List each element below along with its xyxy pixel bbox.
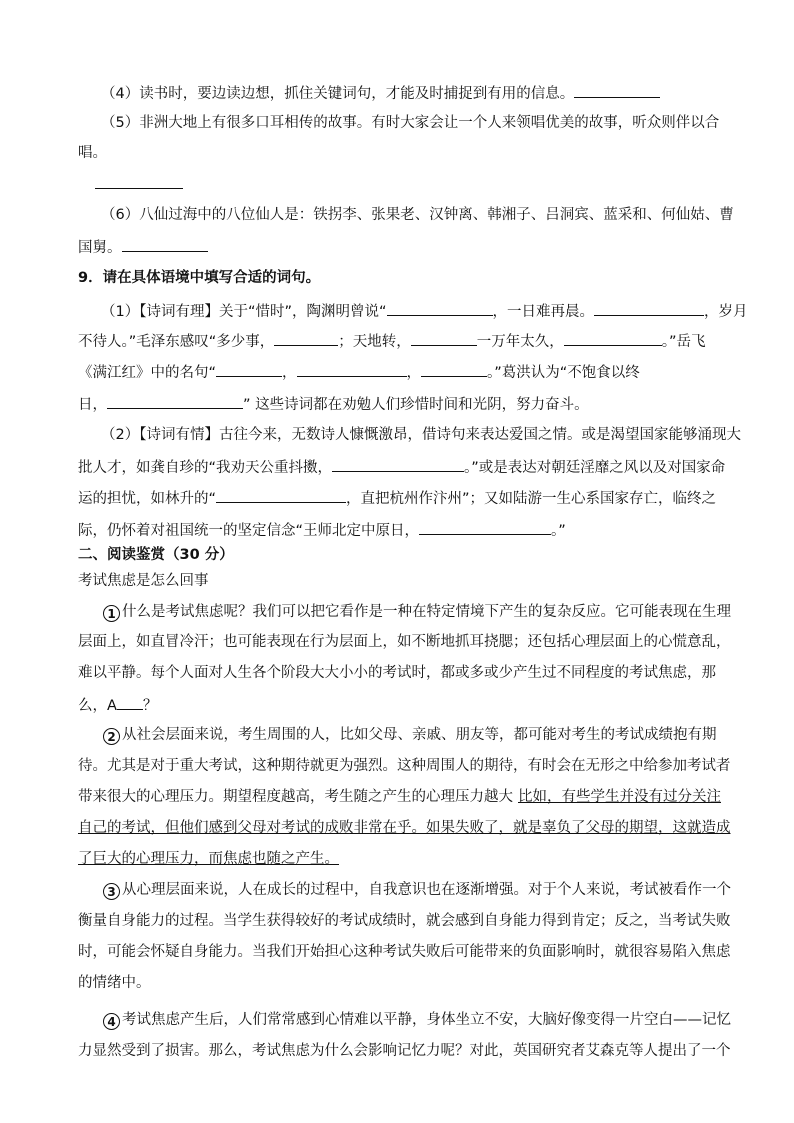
para1-line1 (103, 602, 731, 622)
para2-line1 (103, 725, 717, 745)
q9-p1-text: ” 这些诗词都在劝勉人们珍惜时间和光阴，努力奋斗。 (243, 397, 589, 413)
para4-line2: 力显然受到了损害。那么，考试焦虑为什么会影响记忆力呢？对此，英国研究者艾森克等人提出了一个 (78, 1043, 731, 1059)
q8-item4-text: （4）读书时，要边读边想，抓住关键词句，才能及时捕捉到有用的信息。 (101, 86, 575, 102)
para3-line3: 时，可能会怀疑自身能力。当我们开始担心这种考试失败后可能带来的负面影响时，就很容易陷入焦虑 (78, 944, 731, 960)
answer-blank[interactable] (122, 236, 208, 252)
q9-p1-text: ；天地转， (338, 334, 411, 350)
q8-item6-text: 国舅。 (78, 240, 122, 256)
para3-line2: 衡量自身能力的过程。当学生获得较好的考试成绩时，就会感到自身能力得到肯定；反之，当考试失败 (78, 913, 731, 929)
answer-blank[interactable] (274, 330, 338, 346)
para2-text: 从社会层面来说，考生周围的人，比如父母、亲戚、朋友等，都可能对考生的考试成绩抱有期 (122, 727, 717, 743)
q9-p1-text: ， (282, 365, 297, 381)
q8-item4 (101, 82, 660, 104)
paragraph-number: 1 (103, 605, 120, 622)
para4-text: 考试焦虑产生后，人们常常感到心情难以平静，身体坐立不安，大脑好像变得一片空白——记忆 (122, 1012, 731, 1028)
para1-line4 (78, 694, 157, 716)
q9-p2-text: 。”或是表达对朝廷淫靡之风以及对国家命 (464, 460, 726, 476)
q9-p1-text: （1）【诗词有理】关于“惜时”，陶渊明曾说“ (101, 304, 387, 320)
answer-blank[interactable] (421, 361, 487, 377)
q9-p1-line2 (78, 330, 706, 352)
answer-blank[interactable] (594, 300, 704, 316)
q9-p2-text: ，直把杭州作汴州”；又如陆游一生心系国家存亡，临终之 (346, 491, 717, 507)
q9-title: 9．请在具体语境中填写合适的词句。 (78, 270, 321, 286)
answer-blank[interactable] (564, 330, 662, 346)
q9-p1-text: 日， (78, 397, 107, 413)
q9-p1-text: 。”岳飞 (661, 334, 706, 350)
para4-line1 (103, 1010, 731, 1030)
q9-p1-text: 一万年太久， (476, 334, 564, 350)
para3-line4: 的情绪中。 (78, 975, 151, 991)
q8-item6-line1: （6）八仙过海中的八位仙人是：铁拐李、张果老、汉钟离、韩湘子、吕洞宾、蓝采和、何仙姑、曹 (101, 207, 734, 223)
answer-blank[interactable] (574, 82, 660, 98)
para1-line3: 难以平静。每个人面对人生各个阶段大大小小的考试时，都或多或少产生过不同程度的考试焦虑，那 (78, 665, 716, 681)
q8-item5-line2: 唱。 (78, 145, 107, 161)
answer-blank[interactable] (216, 487, 346, 503)
para2-line3 (78, 787, 721, 807)
q9-p1-line1 (101, 300, 748, 322)
q9-p1-line4 (78, 393, 589, 415)
q9-p2-text: 运的担忧，如林升的“ (78, 491, 217, 507)
paragraph-number: 2 (103, 728, 120, 745)
q9-p1-line3 (78, 361, 640, 383)
q9-p1-text: ，一日难再晨。 (492, 304, 595, 320)
paragraph-number: 4 (103, 1013, 120, 1030)
q9-p1-text: ，岁月 (704, 304, 748, 320)
para3-line1 (103, 880, 731, 900)
para2-line5: 了巨大的心理压力，而焦虑也随之产生。 (78, 851, 339, 867)
paragraph-number: 3 (103, 883, 120, 900)
underlined-sentence: 比如，有些学生并没有过分关注 (518, 789, 721, 805)
answer-blank[interactable] (411, 330, 477, 346)
q9-p2-text: 。” (551, 523, 566, 539)
para2-line2: 待。尤其是对于重大考试，这种期待就更为强烈。这种周围人的期待，有时会在无形之中给参加考试者 (78, 758, 731, 774)
para3-text: 从心理层面来说，人在成长的过程中，自我意识也在逐渐增强。对于个人来说，考试被看作一个 (122, 882, 731, 898)
para2-text: 带来很大的心理压力。期望程度越高，考生随之产生的心理压力越大 (78, 789, 513, 805)
q9-p2-line2 (78, 456, 725, 478)
answer-blank[interactable] (332, 456, 464, 472)
para1-text: 什么是考试焦虑呢？我们可以把它看作是一种在特定情境下产生的复杂反应。它可能表现在生理 (122, 604, 731, 620)
q8-item5-line1: （5）非洲大地上有很多口耳相传的故事。有时大家会让一个人来领唱优美的故事，听众则伴以合 (101, 115, 720, 131)
q8-item6-line2 (78, 236, 208, 258)
q9-p2-line4 (78, 519, 566, 541)
q9-p2-line1: （2）【诗词有情】古往今来，无数诗人慷慨激昂，借诗句来表达爱国之情。或是渴望国家能够涌现大 (101, 427, 741, 443)
section-heading: 二、阅读鉴赏（30 分） (78, 547, 234, 563)
answer-blank[interactable] (216, 361, 282, 377)
q9-p1-text: 。”葛洪认为“不饱食以终 (487, 365, 640, 381)
answer-blank[interactable] (387, 300, 493, 316)
answer-blank[interactable] (95, 188, 183, 189)
para2-line4: 自己的考试，但他们感到父母对考试的成败非常在乎。如果失败了，就是辜负了父母的期望，这就造成 (78, 820, 731, 836)
q9-p1-text: 《满江红》中的名句“ (78, 365, 217, 381)
answer-blank-a[interactable] (117, 694, 143, 710)
answer-blank[interactable] (419, 519, 551, 535)
q9-p2-line3 (78, 487, 716, 509)
para1-text: ？ (142, 698, 158, 714)
para1-text: 么，A (78, 698, 117, 714)
para1-line2: 层面上，如直冒冷汗；也可能表现在行为层面上，如不断地抓耳挠腮；还包括心理层面上的心慌意乱， (78, 634, 731, 650)
q9-p2-text: 批人才，如龚自珍的“我劝天公重抖擞， (78, 460, 333, 476)
answer-blank[interactable] (297, 361, 407, 377)
article-title: 考试焦虑是怎么回事 (78, 573, 209, 589)
answer-blank[interactable] (107, 393, 243, 409)
q9-p1-text: 不待人。”毛泽东感叹“多少事， (78, 334, 275, 350)
q9-p2-text: 际，仍怀着对祖国统一的坚定信念“王师北定中原日， (78, 523, 420, 539)
q9-p1-text: ， (406, 365, 422, 381)
